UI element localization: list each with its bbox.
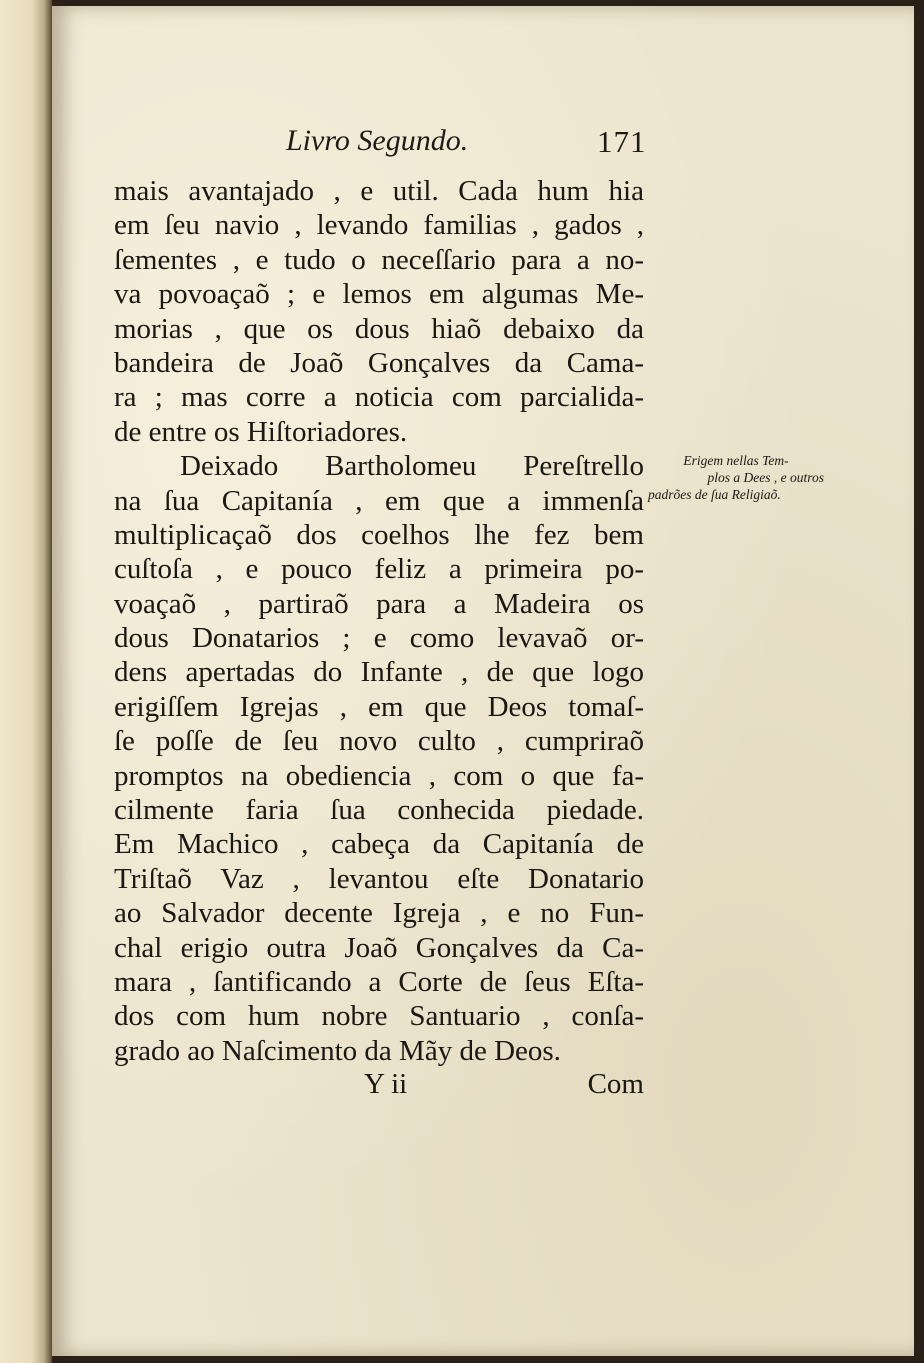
- text-line: cilmente faria ſua conhecida piedade.: [114, 794, 644, 827]
- book-page: [52, 6, 914, 1356]
- text-line: ra ; mas corre a noticia com parcialida-: [114, 381, 644, 414]
- page-header: [52, 124, 914, 164]
- text-line: em ſeu navio , levando familias , gados ,: [114, 209, 644, 242]
- text-line: morias , que os dous hiaõ debaixo da: [114, 312, 644, 345]
- previous-page-edge: [0, 0, 52, 1363]
- text-line: dos com hum nobre Santuario , conſa-: [114, 1000, 644, 1033]
- marginal-note: [648, 452, 824, 503]
- marginal-note-line: plos a Dees , e outros: [707, 470, 824, 485]
- marginal-note-line: Erigem nellas Tem-: [683, 453, 789, 468]
- text-line: va povoaçaõ ; e lemos em algumas Me-: [114, 278, 644, 311]
- text-line: ſe poſſe de ſeu novo culto , cumpriraõ: [114, 725, 644, 758]
- text-line: Deixado Bartholomeu Pereſtrello: [180, 450, 644, 483]
- text-line: erigiſſem Igrejas , em que Deos tomaſ-: [114, 690, 644, 723]
- text-line: dous Donatarios ; e como levavaõ or-: [114, 622, 644, 655]
- text-line: promptos na obediencia , com o que fa-: [114, 759, 644, 792]
- signature-mark: Y ii: [364, 1068, 408, 1100]
- running-head: Livro Segundo.: [286, 124, 469, 157]
- catchword: Com: [587, 1068, 644, 1100]
- body-text: [114, 174, 644, 1068]
- text-line: de entre os Hiſtoriadores.: [114, 415, 408, 448]
- text-line: voaçaõ , partiraõ para a Madeira os: [114, 587, 644, 620]
- page-number: 171: [597, 124, 647, 159]
- text-line: na ſua Capitanía , em que a immenſa: [114, 484, 644, 517]
- text-line: cuſtoſa , e pouco feliz a primeira po-: [114, 553, 644, 586]
- text-line: Triſtaõ Vaz , levantou eſte Donatario: [114, 862, 644, 895]
- text-line: ſementes , e tudo o neceſſario para a no-: [114, 243, 644, 276]
- text-line: chal erigio outra Joaõ Gonçalves da Ca-: [114, 931, 644, 964]
- marginal-note-line: padrões de ſua Religiaõ.: [648, 487, 781, 502]
- page-footer: [114, 1068, 644, 1104]
- text-line: grado ao Naſcimento da Mãy de Deos.: [114, 1034, 561, 1067]
- text-line: bandeira de Joaõ Gonçalves da Cama-: [114, 346, 644, 379]
- text-line: multiplicaçaõ dos coelhos lhe fez bem: [114, 518, 644, 551]
- text-line: mais avantajado , e util. Cada hum hia: [114, 175, 644, 207]
- text-line: ao Salvador decente Igreja , e no Fun-: [114, 897, 644, 930]
- text-line: Em Machico , cabeça da Capitanía de: [114, 828, 644, 861]
- text-line: mara , ſantificando a Corte de ſeus Eſta-: [114, 965, 644, 998]
- text-line: dens apertadas do Infante , de que logo: [114, 656, 644, 689]
